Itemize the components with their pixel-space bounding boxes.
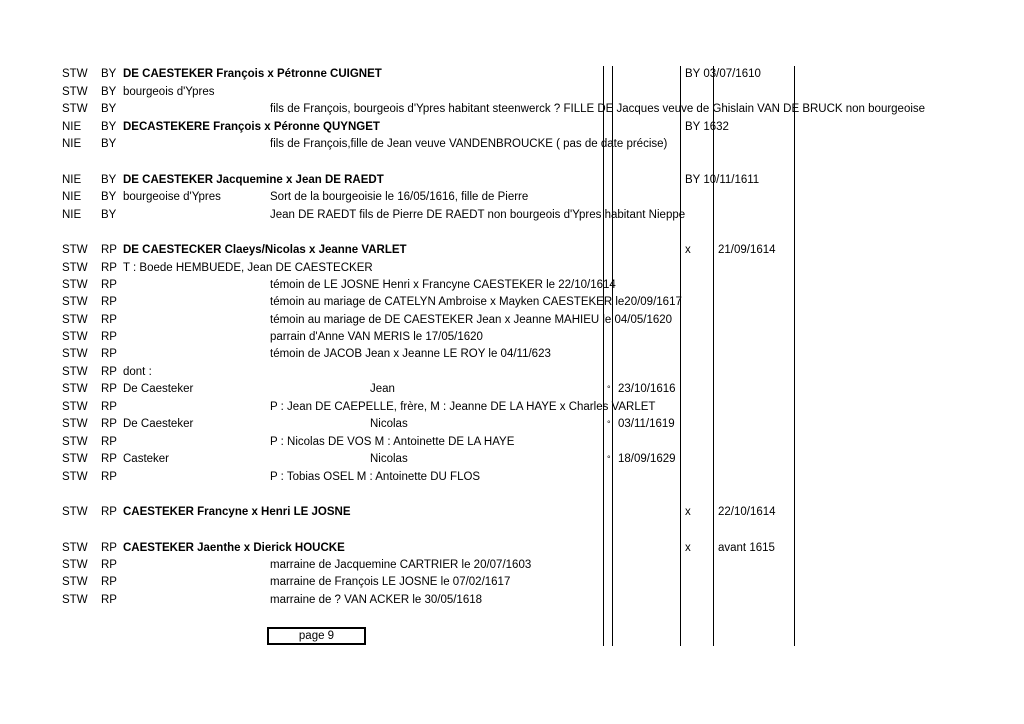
table-row [0,557,1024,574]
cell-reg: RP [101,348,117,360]
table-row [0,574,1024,591]
cell-mid: Jean DE RAEDT fils de Pierre DE RAEDT non bourgeois d'Ypres habitant Nieppe [270,209,686,221]
cell-sub: dont : [123,366,152,378]
cell-loc: STW [62,331,88,343]
cell-date: 22/10/1614 [718,506,776,518]
cell-cdate: 23/10/1616 [618,383,676,395]
cell-mid: P : Jean DE CAEPELLE, frère, M : Jeanne DE LA HAYE x Charles VARLET [270,401,656,413]
table-row [0,119,1024,136]
cell-reg: BY [101,103,117,115]
cell-mid: fils de François, bourgeois d'Ypres habitant steenwerck ? FILLE DE Jacques veuve de Ghislain VAN DE BRUCK non bourgeoise [270,103,926,115]
table-row [0,434,1024,451]
cell-loc: STW [62,436,88,448]
cell-sub: De Caesteker [123,418,194,430]
table-row [0,504,1024,521]
cell-reg: RP [101,506,117,518]
cell-date: 21/09/1614 [718,244,776,256]
cell-reg: RP [101,542,117,554]
cell-reg: RP [101,279,117,291]
cell-reg: RP [101,436,117,448]
cell-mid: Sort de la bourgeoisie le 16/05/1616, fille de Pierre [270,191,529,203]
cell-by: BY 10/11/1611 [685,174,760,186]
cell-reg: RP [101,262,117,274]
table-row [0,207,1024,224]
cell-sub: bourgeois d'Ypres [123,86,215,98]
cell-loc: STW [62,383,88,395]
cell-loc: NIE [62,138,82,150]
cell-loc: STW [62,506,88,518]
cell-loc: STW [62,594,88,606]
cell-loc: STW [62,348,88,360]
cell-x: x [685,506,691,518]
cell-reg: RP [101,401,117,413]
cell-name: DECASTEKERE François x Péronne QUYNGET [123,121,380,133]
cell-child: Nicolas [370,418,408,430]
cell-reg: RP [101,559,117,571]
cell-reg: BY [101,68,117,80]
cell-loc: STW [62,86,88,98]
cell-reg: RP [101,296,117,308]
cell-deg: ° [607,419,611,429]
cell-sub: T : Boede HEMBUEDE, Jean DE CAESTECKER [123,262,373,274]
cell-sub: bourgeoise d'Ypres [123,191,221,203]
cell-reg: RP [101,594,117,606]
cell-loc: NIE [62,209,82,221]
table-row [0,242,1024,259]
cell-reg: BY [101,209,117,221]
table-row [0,329,1024,346]
cell-loc: STW [62,279,88,291]
cell-name: DE CAESTECKER Claeys/Nicolas x Jeanne VARLET [123,244,407,256]
cell-reg: BY [101,86,117,98]
cell-name: DE CAESTEKER Jacquemine x Jean DE RAEDT [123,174,384,186]
cell-reg: BY [101,191,117,203]
cell-loc: STW [62,366,88,378]
table-row [0,540,1024,557]
cell-loc: STW [62,576,88,588]
cell-reg: RP [101,471,117,483]
cell-mid: P : Nicolas DE VOS M : Antoinette DE LA HAYE [270,436,515,448]
cell-mid: marraine de ? VAN ACKER le 30/05/1618 [270,594,483,606]
cell-cdate: 18/09/1629 [618,453,676,465]
cell-mid: témoin au mariage de CATELYN Ambroise x Mayken CAESTEKER le20/09/1617 [270,296,682,308]
cell-child: Nicolas [370,453,408,465]
cell-loc: STW [62,244,88,256]
cell-reg: BY [101,138,117,150]
cell-name: CAESTEKER Francyne x Henri LE JOSNE [123,506,351,518]
table-row [0,294,1024,311]
cell-name: DE CAESTEKER François x Pétronne CUIGNET [123,68,382,80]
table-row [0,136,1024,153]
cell-sub: Casteker [123,453,170,465]
table-row [0,172,1024,189]
table-row [0,101,1024,118]
cell-loc: STW [62,314,88,326]
cell-reg: RP [101,383,117,395]
table-row [0,592,1024,609]
cell-x: x [685,244,691,256]
cell-mid: marraine de Jacquemine CARTRIER le 20/07/1603 [270,559,532,571]
cell-deg: ° [607,454,611,464]
cell-mid: parrain d'Anne VAN MERIS le 17/05/1620 [270,331,483,343]
table-row [0,84,1024,101]
table-row [0,312,1024,329]
cell-loc: NIE [62,191,82,203]
table-row [0,416,1024,433]
page-number-label: page 9 [298,630,335,642]
cell-reg: BY [101,121,117,133]
cell-mid: témoin de LE JOSNE Henri x Francyne CAESTEKER le 22/10/1614 [270,279,616,291]
cell-mid: fils de François,fille de Jean veuve VANDENBROUCKE ( pas de date précise) [270,138,668,150]
cell-mid: témoin au mariage de DE CAESTEKER Jean x Jeanne MAHIEU le 04/05/1620 [270,314,673,326]
cell-loc: NIE [62,174,82,186]
cell-loc: STW [62,262,88,274]
cell-deg: ° [607,384,611,394]
cell-loc: STW [62,453,88,465]
cell-loc: STW [62,418,88,430]
cell-x: x [685,542,691,554]
cell-reg: RP [101,366,117,378]
page-number-box [267,627,366,645]
cell-mid: témoin de JACOB Jean x Jeanne LE ROY le 04/11/623 [270,348,551,360]
cell-loc: NIE [62,121,82,133]
cell-loc: STW [62,471,88,483]
cell-sub: De Caesteker [123,383,194,395]
table-row [0,189,1024,206]
cell-reg: RP [101,331,117,343]
cell-cdate: 03/11/1619 [618,418,675,430]
table-row [0,399,1024,416]
cell-by: BY 03/07/1610 [685,68,761,80]
table-row [0,66,1024,83]
cell-loc: STW [62,68,88,80]
cell-by: BY 1632 [685,121,729,133]
table-row [0,364,1024,381]
table-row [0,277,1024,294]
cell-child: Jean [370,383,395,395]
cell-reg: RP [101,453,117,465]
table-row [0,260,1024,277]
cell-date: avant 1615 [718,542,775,554]
cell-name: CAESTEKER Jaenthe x Dierick HOUCKE [123,542,345,554]
table-row [0,469,1024,486]
table-row [0,381,1024,398]
cell-loc: STW [62,559,88,571]
table-row [0,346,1024,363]
cell-loc: STW [62,401,88,413]
cell-loc: STW [62,103,88,115]
cell-loc: STW [62,542,88,554]
cell-mid: marraine de François LE JOSNE le 07/02/1617 [270,576,511,588]
table-row [0,451,1024,468]
cell-loc: STW [62,296,88,308]
cell-reg: RP [101,244,117,256]
cell-reg: BY [101,174,117,186]
cell-reg: RP [101,576,117,588]
cell-reg: RP [101,314,117,326]
cell-reg: RP [101,418,117,430]
cell-mid: P : Tobias OSEL M : Antoinette DU FLOS [270,471,481,483]
